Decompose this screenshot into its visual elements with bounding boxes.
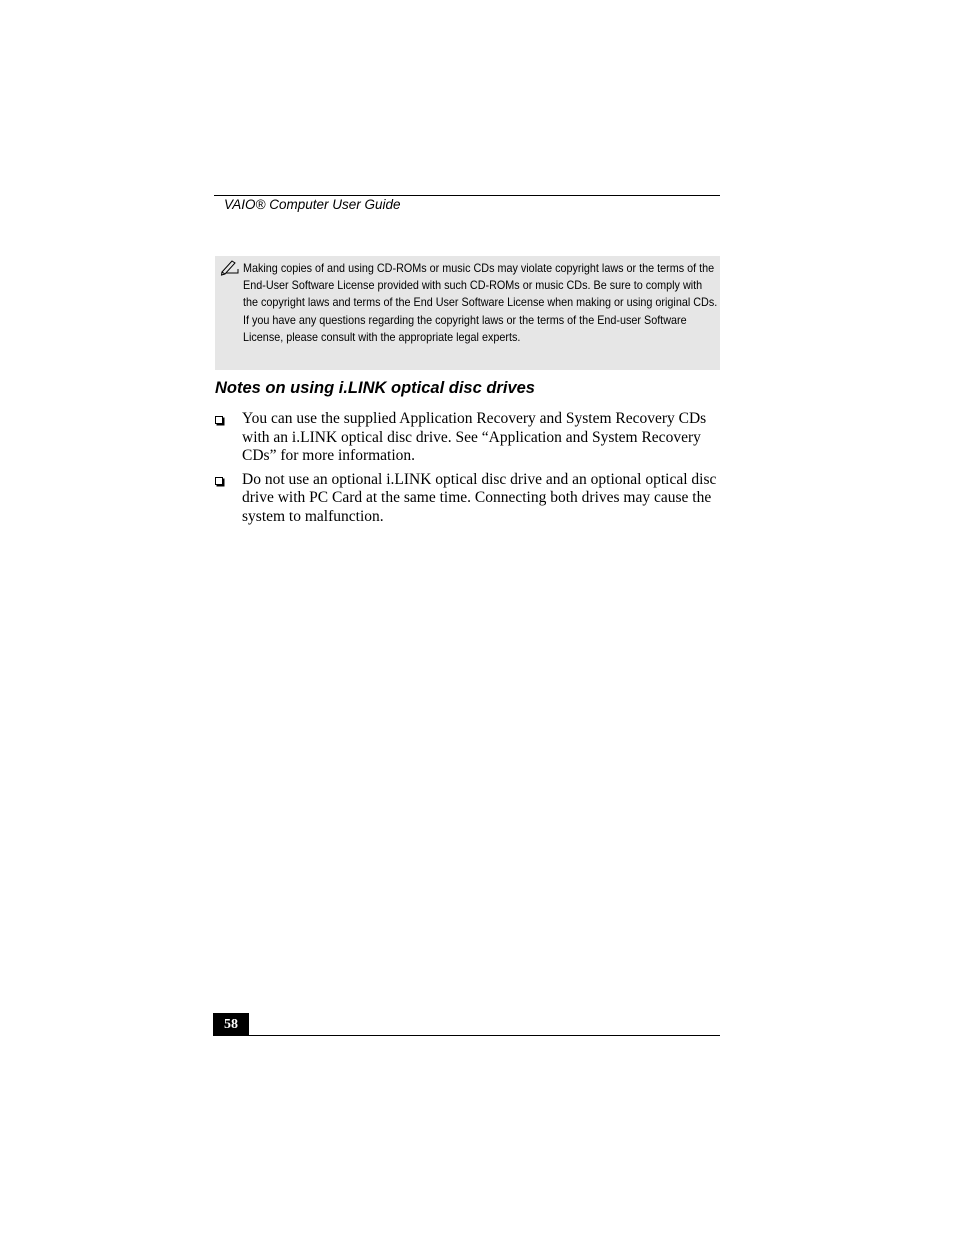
section-heading: Notes on using i.LINK optical disc drives: [215, 379, 535, 397]
header-rule: [214, 195, 720, 196]
list-item: [214, 410, 720, 466]
footer-rule: [213, 1035, 720, 1036]
checkbox-bullet-icon: [215, 477, 223, 485]
page-number: 58: [213, 1013, 249, 1036]
note-pencil-icon: [220, 258, 240, 276]
checkbox-bullet-icon: [215, 416, 223, 424]
running-header-title: VAIO® Computer User Guide: [224, 197, 401, 212]
list-item: [214, 471, 720, 527]
note-text: Making copies of and using CD-ROMs or music CDs may violate copyright laws or the terms of the End-User Software License provided with such CD-ROMs or music CDs. Be sure to comply with the copyright laws and terms of the End User Software License when making or using original CDs. If you have any questions regarding the copyright laws or the terms of the End-user Software License, please consult with the appropriate legal experts.: [243, 261, 718, 344]
bullet-list: [214, 410, 720, 532]
note-box: [215, 256, 720, 370]
list-item-text: Do not use an optional i.LINK optical disc drive and an optional optical disc drive with PC Card at the same time. Connecting both drives may cause the system to malfunction.: [242, 470, 717, 525]
list-item-text: You can use the supplied Application Recovery and System Recovery CDs with an i.LINK optical disc drive. See “Application and System Recovery CDs” for more information.: [242, 410, 707, 465]
